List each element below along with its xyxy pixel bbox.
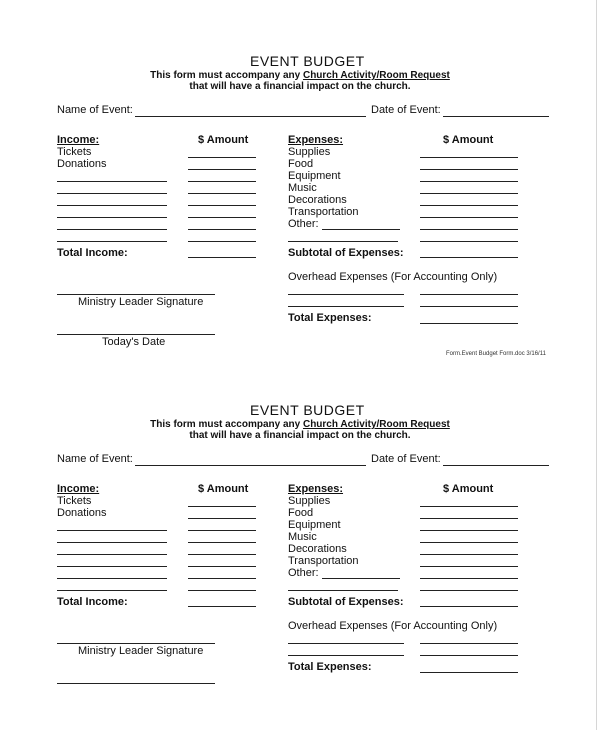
income-line-field[interactable] — [57, 229, 167, 230]
income-line-field[interactable] — [57, 542, 167, 543]
date-of-event-field[interactable] — [443, 465, 549, 466]
income-item: Tickets — [57, 146, 92, 158]
income-line-field[interactable] — [57, 590, 167, 591]
expense-item: Transportation — [288, 206, 359, 218]
total-expenses-label: Total Expenses: — [288, 312, 372, 324]
expense-item: Other: — [288, 218, 319, 230]
overhead-line-field[interactable] — [288, 306, 404, 307]
total-income-label: Total Income: — [57, 596, 128, 608]
expense-amount-field[interactable] — [420, 518, 518, 519]
form-footer-revision: Form.Event Budget Form.doc 3/16/11 — [446, 351, 546, 357]
income-amount-header: $ Amount — [198, 134, 249, 146]
expense-amount-field[interactable] — [420, 169, 518, 170]
total-expenses-field[interactable] — [420, 672, 518, 673]
overhead-amount-field[interactable] — [420, 306, 518, 307]
expense-amount-field[interactable] — [420, 566, 518, 567]
todays-date-field[interactable] — [57, 334, 215, 335]
subtotal-expenses-field[interactable] — [420, 606, 518, 607]
overhead-label: Overhead Expenses (For Accounting Only) — [288, 620, 498, 632]
income-line-field[interactable] — [57, 193, 167, 194]
expense-amount-field[interactable] — [420, 578, 518, 579]
income-item: Tickets — [57, 495, 92, 507]
income-header: Income: — [57, 483, 100, 495]
income-amount-field[interactable] — [188, 229, 256, 230]
expense-item: Music — [288, 531, 317, 543]
income-amount-field[interactable] — [188, 518, 256, 519]
signature-label: Ministry Leader Signature — [78, 296, 204, 308]
overhead-amount-field[interactable] — [420, 655, 518, 656]
date-of-event-field[interactable] — [443, 116, 549, 117]
expense-item: Decorations — [288, 194, 347, 206]
expense-amount-field[interactable] — [420, 542, 518, 543]
subtotal-expenses-label: Subtotal of Expenses: — [288, 247, 404, 259]
expense-item: Equipment — [288, 519, 341, 531]
signature-field[interactable] — [57, 643, 215, 644]
income-amount-field[interactable] — [188, 506, 256, 507]
expense-amount-field[interactable] — [420, 506, 518, 507]
income-line-field[interactable] — [57, 578, 167, 579]
expense-amount-field[interactable] — [420, 530, 518, 531]
income-line-field[interactable] — [57, 554, 167, 555]
form-title: EVENT BUDGET — [250, 53, 365, 69]
income-amount-field[interactable] — [188, 205, 256, 206]
expense-amount-field[interactable] — [420, 157, 518, 158]
other-expense-field[interactable] — [322, 578, 400, 579]
income-amount-field[interactable] — [188, 566, 256, 567]
income-line-field[interactable] — [57, 566, 167, 567]
expense-amount-field[interactable] — [420, 554, 518, 555]
overhead-label: Overhead Expenses (For Accounting Only) — [288, 271, 498, 283]
form-subtitle-line2: that will have a financial impact on the church. — [189, 81, 411, 92]
form-title: EVENT BUDGET — [250, 402, 365, 418]
name-of-event-field[interactable] — [135, 465, 366, 466]
income-line-field[interactable] — [57, 205, 167, 206]
expense-item: Food — [288, 507, 314, 519]
date-of-event-label: Date of Event: — [371, 104, 441, 116]
income-header: Income: — [57, 134, 100, 146]
expense-item: Music — [288, 182, 317, 194]
income-item: Donations — [57, 158, 107, 170]
expense-amount-field[interactable] — [420, 217, 518, 218]
income-item: Donations — [57, 507, 107, 519]
income-amount-field[interactable] — [188, 181, 256, 182]
form-subtitle-line2: that will have a financial impact on the church. — [189, 430, 411, 441]
expense-item: Food — [288, 158, 314, 170]
income-amount-header: $ Amount — [198, 483, 249, 495]
income-amount-field[interactable] — [188, 193, 256, 194]
expenses-header: Expenses: — [288, 483, 344, 495]
todays-date-field[interactable] — [57, 683, 215, 684]
todays-date-label: Today's Date — [102, 336, 166, 348]
expense-amount-field[interactable] — [420, 205, 518, 206]
income-line-field[interactable] — [57, 181, 167, 182]
form-subtitle: This form must accompany any Church Activity/Room Request — [150, 419, 450, 430]
income-line-field[interactable] — [57, 530, 167, 531]
expenses-amount-header: $ Amount — [443, 483, 494, 495]
expense-item: Other: — [288, 567, 319, 579]
form-subtitle: This form must accompany any Church Activity/Room Request — [150, 70, 450, 81]
expense-amount-field[interactable] — [420, 241, 518, 242]
expense-amount-field[interactable] — [420, 193, 518, 194]
total-income-field[interactable] — [188, 257, 256, 258]
expense-item: Equipment — [288, 170, 341, 182]
total-income-field[interactable] — [188, 606, 256, 607]
name-of-event-field[interactable] — [135, 116, 366, 117]
expenses-header: Expenses: — [288, 134, 344, 146]
subtotal-expenses-label: Subtotal of Expenses: — [288, 596, 404, 608]
income-amount-field[interactable] — [188, 241, 256, 242]
income-amount-field[interactable] — [188, 530, 256, 531]
total-income-label: Total Income: — [57, 247, 128, 259]
subtotal-expenses-field[interactable] — [420, 257, 518, 258]
total-expenses-field[interactable] — [420, 323, 518, 324]
expense-amount-field[interactable] — [420, 181, 518, 182]
income-amount-field[interactable] — [188, 578, 256, 579]
expense-item: Supplies — [288, 495, 331, 507]
overhead-line-field[interactable] — [288, 655, 404, 656]
overhead-line-field[interactable] — [288, 294, 404, 295]
income-line-field[interactable] — [57, 217, 167, 218]
signature-field[interactable] — [57, 294, 215, 295]
other-expense-field[interactable] — [322, 229, 400, 230]
income-amount-field[interactable] — [188, 542, 256, 543]
overhead-amount-field[interactable] — [420, 294, 518, 295]
overhead-amount-field[interactable] — [420, 643, 518, 644]
name-of-event-label: Name of Event: — [57, 104, 133, 116]
expense-amount-field[interactable] — [420, 229, 518, 230]
income-line-field[interactable] — [57, 241, 167, 242]
expense-line-field[interactable] — [288, 241, 398, 242]
income-amount-field[interactable] — [188, 590, 256, 591]
expense-item: Decorations — [288, 543, 347, 555]
date-of-event-label: Date of Event: — [371, 453, 441, 465]
total-expenses-label: Total Expenses: — [288, 661, 372, 673]
income-amount-field[interactable] — [188, 554, 256, 555]
income-amount-field[interactable] — [188, 169, 256, 170]
expense-line-field[interactable] — [288, 590, 398, 591]
signature-label: Ministry Leader Signature — [78, 645, 204, 657]
expense-item: Transportation — [288, 555, 359, 567]
income-amount-field[interactable] — [188, 217, 256, 218]
expenses-amount-header: $ Amount — [443, 134, 494, 146]
expense-item: Supplies — [288, 146, 331, 158]
expense-amount-field[interactable] — [420, 590, 518, 591]
income-amount-field[interactable] — [188, 157, 256, 158]
overhead-line-field[interactable] — [288, 643, 404, 644]
name-of-event-label: Name of Event: — [57, 453, 133, 465]
